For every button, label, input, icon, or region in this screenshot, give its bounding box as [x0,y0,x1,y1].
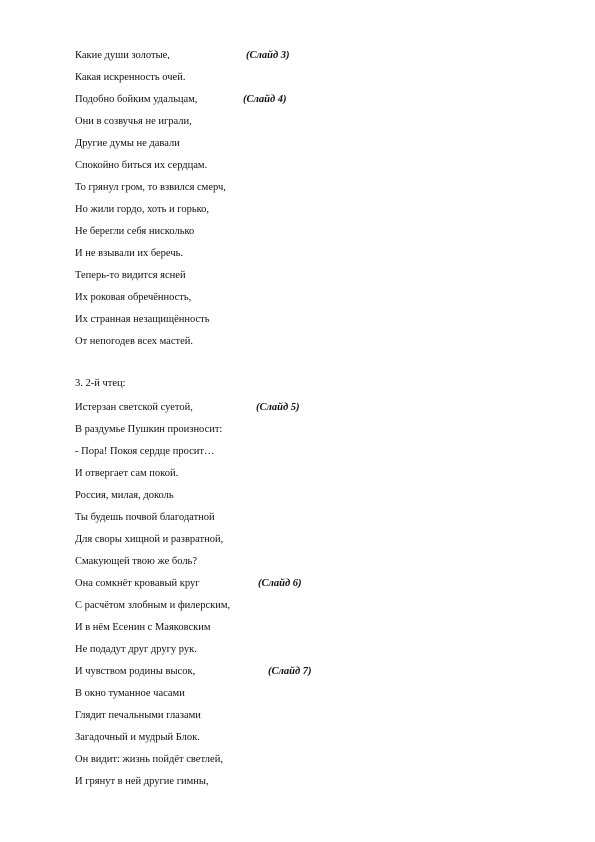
poem-line [75,182,226,194]
line-text: Подобно бойким удальцам, [75,94,198,105]
poem-line [75,710,201,722]
poem-line [75,94,287,106]
line-text: Истерзан светской суетой, [75,402,193,413]
poem-line [75,622,211,634]
poem-line [75,336,193,348]
poem-line [75,314,210,326]
poem-line [75,666,312,678]
poem-line [75,446,214,458]
poem-line [75,754,223,766]
poem-line [75,688,185,700]
line-text: - Пора! Покоя сердце просит… [75,446,215,457]
line-text: Ты будешь почвой благодатной [75,512,215,523]
line-text: И не взывали их беречь. [75,248,184,259]
line-text: То грянул гром, то взвился смерч, [75,182,226,193]
line-text: Россия, милая, доколь [75,490,174,501]
poem-line [75,248,183,260]
poem-line [75,534,223,546]
poem-line [75,556,197,568]
line-text: Не берегли себя нисколько [75,226,195,237]
line-text: Их странная незащищённость [75,314,210,325]
line-text: Не подадут друг другу рук. [75,644,197,655]
line-text: Их роковая обречённость, [75,292,192,303]
line-text: Но жили гордо, хоть и горько, [75,204,210,215]
poem-line [75,490,174,502]
poem-line [75,644,197,656]
poem-line [75,732,200,744]
line-text: Смакующей твою же боль? [75,556,198,567]
line-text: Какие души золотые, [75,50,170,61]
poem-line [75,512,215,524]
poem-line [75,600,230,612]
line-text: Они в созвучья не играли, [75,116,192,127]
poem-line [75,50,290,62]
line-text: Теперь-то видится ясней [75,270,186,281]
line-text: И в нём Есенин с Маяковским [75,622,211,633]
line-text: В окно туманное часами [75,688,185,699]
slide-marker: (Слайд 4) [243,94,287,105]
line-text: С расчётом злобным и филерским, [75,600,231,611]
slide-marker: (Слайд 3) [246,50,290,61]
poem-line [75,776,209,788]
poem-line [75,402,300,414]
line-text: В раздумье Пушкин произносит: [75,424,223,435]
line-text: Для своры хищной и развратной, [75,534,224,545]
poem-line [75,116,192,128]
poem-line [75,72,185,84]
line-text: Спокойно биться их сердцам. [75,160,208,171]
poem-line [75,138,180,150]
line-text: И отвергает сам покой. [75,468,179,479]
line-text: Какая искренность очей. [75,72,186,83]
line-text: Загадочный и мудрый Блок. [75,732,200,743]
line-text: Другие думы не давали [75,138,180,149]
slide-marker: (Слайд 6) [258,578,302,589]
poem-line [75,204,209,216]
poem-line [75,226,194,238]
line-text: И чувством родины высок, [75,666,196,677]
slide-marker: (Слайд 5) [256,402,300,413]
poem-line [75,468,178,480]
poem-line [75,160,207,172]
section-heading: 3. 2-й чтец: [75,378,126,389]
line-text: Глядит печальными глазами [75,710,201,721]
line-text: И грянут в ней другие гимны, [75,776,209,787]
poem-line [75,578,302,590]
poem-line [75,424,222,436]
poem-line [75,292,191,304]
line-text: Она сомкнёт кровавый круг [75,578,200,589]
slide-marker: (Слайд 7) [268,666,312,677]
poem-line [75,270,186,282]
line-text: Он видит: жизнь пойдёт светлей, [75,754,223,765]
line-text: От непогодев всех мастей. [75,336,193,347]
